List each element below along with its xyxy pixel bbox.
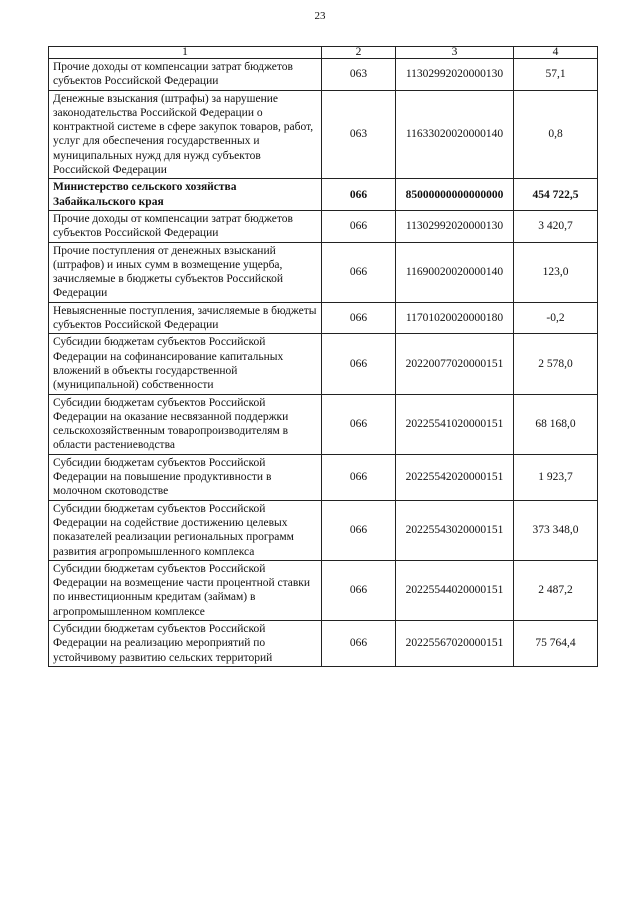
table-body — [49, 59, 598, 667]
table-row — [49, 620, 598, 666]
row-classification-code-cell: 20225542020000151 — [396, 454, 514, 500]
row-admin-code-cell: 066 — [322, 560, 396, 620]
column-header-1: 1 — [49, 47, 322, 59]
row-admin-code-cell: 063 — [322, 59, 396, 91]
row-admin-code-cell: 066 — [322, 620, 396, 666]
row-amount-cell: 0,8 — [514, 90, 598, 179]
table-row — [49, 59, 598, 91]
row-name-cell: Субсидии бюджетам субъектов Российской Федерации на содействие достижению целевых показателей реализации региональных программ развития агропромышленного комплекса — [49, 500, 322, 560]
row-name-cell: Субсидии бюджетам субъектов Российской Федерации на реализацию мероприятий по устойчивому развитию сельских территорий — [49, 620, 322, 666]
page-number: 23 — [314, 10, 326, 22]
row-admin-code-cell: 066 — [322, 242, 396, 302]
column-header-2: 2 — [322, 47, 396, 59]
row-admin-code-cell: 066 — [322, 500, 396, 560]
row-amount-cell: 1 923,7 — [514, 454, 598, 500]
row-classification-code-cell: 11302992020000130 — [396, 210, 514, 242]
row-name-cell: Субсидии бюджетам субъектов Российской Федерации на повышение продуктивности в молочном скотоводстве — [49, 454, 322, 500]
row-amount-cell: 2 487,2 — [514, 560, 598, 620]
row-amount-cell: 75 764,4 — [514, 620, 598, 666]
row-name-cell: Субсидии бюджетам субъектов Российской Федерации на оказание несвязанной поддержки сельскохозяйственным товаропроизводителям в области растениеводства — [49, 394, 322, 454]
row-classification-code-cell: 20225544020000151 — [396, 560, 514, 620]
table-row — [49, 334, 598, 394]
row-classification-code-cell: 20220077020000151 — [396, 334, 514, 394]
row-classification-code-cell: 85000000000000000 — [396, 179, 514, 211]
row-amount-cell: 373 348,0 — [514, 500, 598, 560]
row-classification-code-cell: 20225567020000151 — [396, 620, 514, 666]
table-row — [49, 179, 598, 211]
row-name-cell: Субсидии бюджетам субъектов Российской Федерации на софинансирование капитальных вложений в объекты государственной (муниципальной) собственности — [49, 334, 322, 394]
row-name-cell: Денежные взыскания (штрафы) за нарушение законодательства Российской Федерации о контрактной системе в сфере закупок товаров, работ, услуг для обеспечения государственных и муниципальных нужд для нужд субъектов Российской Федерации — [49, 90, 322, 179]
row-name-cell: Субсидии бюджетам субъектов Российской Федерации на возмещение части процентной ставки по инвестиционным кредитам (займам) в агропромышленном комплексе — [49, 560, 322, 620]
row-classification-code-cell: 20225541020000151 — [396, 394, 514, 454]
row-admin-code-cell: 066 — [322, 394, 396, 454]
row-name-cell: Невыясненные поступления, зачисляемые в бюджеты субъектов Российской Федерации — [49, 302, 322, 334]
row-admin-code-cell: 066 — [322, 179, 396, 211]
row-classification-code-cell: 20225543020000151 — [396, 500, 514, 560]
row-amount-cell: -0,2 — [514, 302, 598, 334]
row-name-cell: Прочие доходы от компенсации затрат бюджетов субъектов Российской Федерации — [49, 59, 322, 91]
column-header-4: 4 — [514, 47, 598, 59]
table-row — [49, 394, 598, 454]
row-amount-cell: 454 722,5 — [514, 179, 598, 211]
row-name-cell: Министерство сельского хозяйства Забайкальского края — [49, 179, 322, 211]
row-classification-code-cell: 11302992020000130 — [396, 59, 514, 91]
table-row — [49, 454, 598, 500]
table-row — [49, 90, 598, 179]
row-admin-code-cell: 066 — [322, 210, 396, 242]
budget-revenue-table — [48, 46, 598, 667]
table-row — [49, 560, 598, 620]
row-amount-cell: 3 420,7 — [514, 210, 598, 242]
row-name-cell: Прочие доходы от компенсации затрат бюджетов субъектов Российской Федерации — [49, 210, 322, 242]
row-classification-code-cell: 11633020020000140 — [396, 90, 514, 179]
row-amount-cell: 57,1 — [514, 59, 598, 91]
table-row — [49, 242, 598, 302]
row-amount-cell: 2 578,0 — [514, 334, 598, 394]
table-row — [49, 302, 598, 334]
row-amount-cell: 123,0 — [514, 242, 598, 302]
row-admin-code-cell: 066 — [322, 302, 396, 334]
row-admin-code-cell: 066 — [322, 334, 396, 394]
table-header-row — [49, 47, 598, 59]
table-row — [49, 210, 598, 242]
row-admin-code-cell: 066 — [322, 454, 396, 500]
row-name-cell: Прочие поступления от денежных взысканий (штрафов) и иных сумм в возмещение ущерба, зачисляемые в бюджеты субъектов Российской Федерации — [49, 242, 322, 302]
row-classification-code-cell: 11701020020000180 — [396, 302, 514, 334]
row-amount-cell: 68 168,0 — [514, 394, 598, 454]
column-header-3: 3 — [396, 47, 514, 59]
row-admin-code-cell: 063 — [322, 90, 396, 179]
row-classification-code-cell: 11690020020000140 — [396, 242, 514, 302]
table-row — [49, 500, 598, 560]
